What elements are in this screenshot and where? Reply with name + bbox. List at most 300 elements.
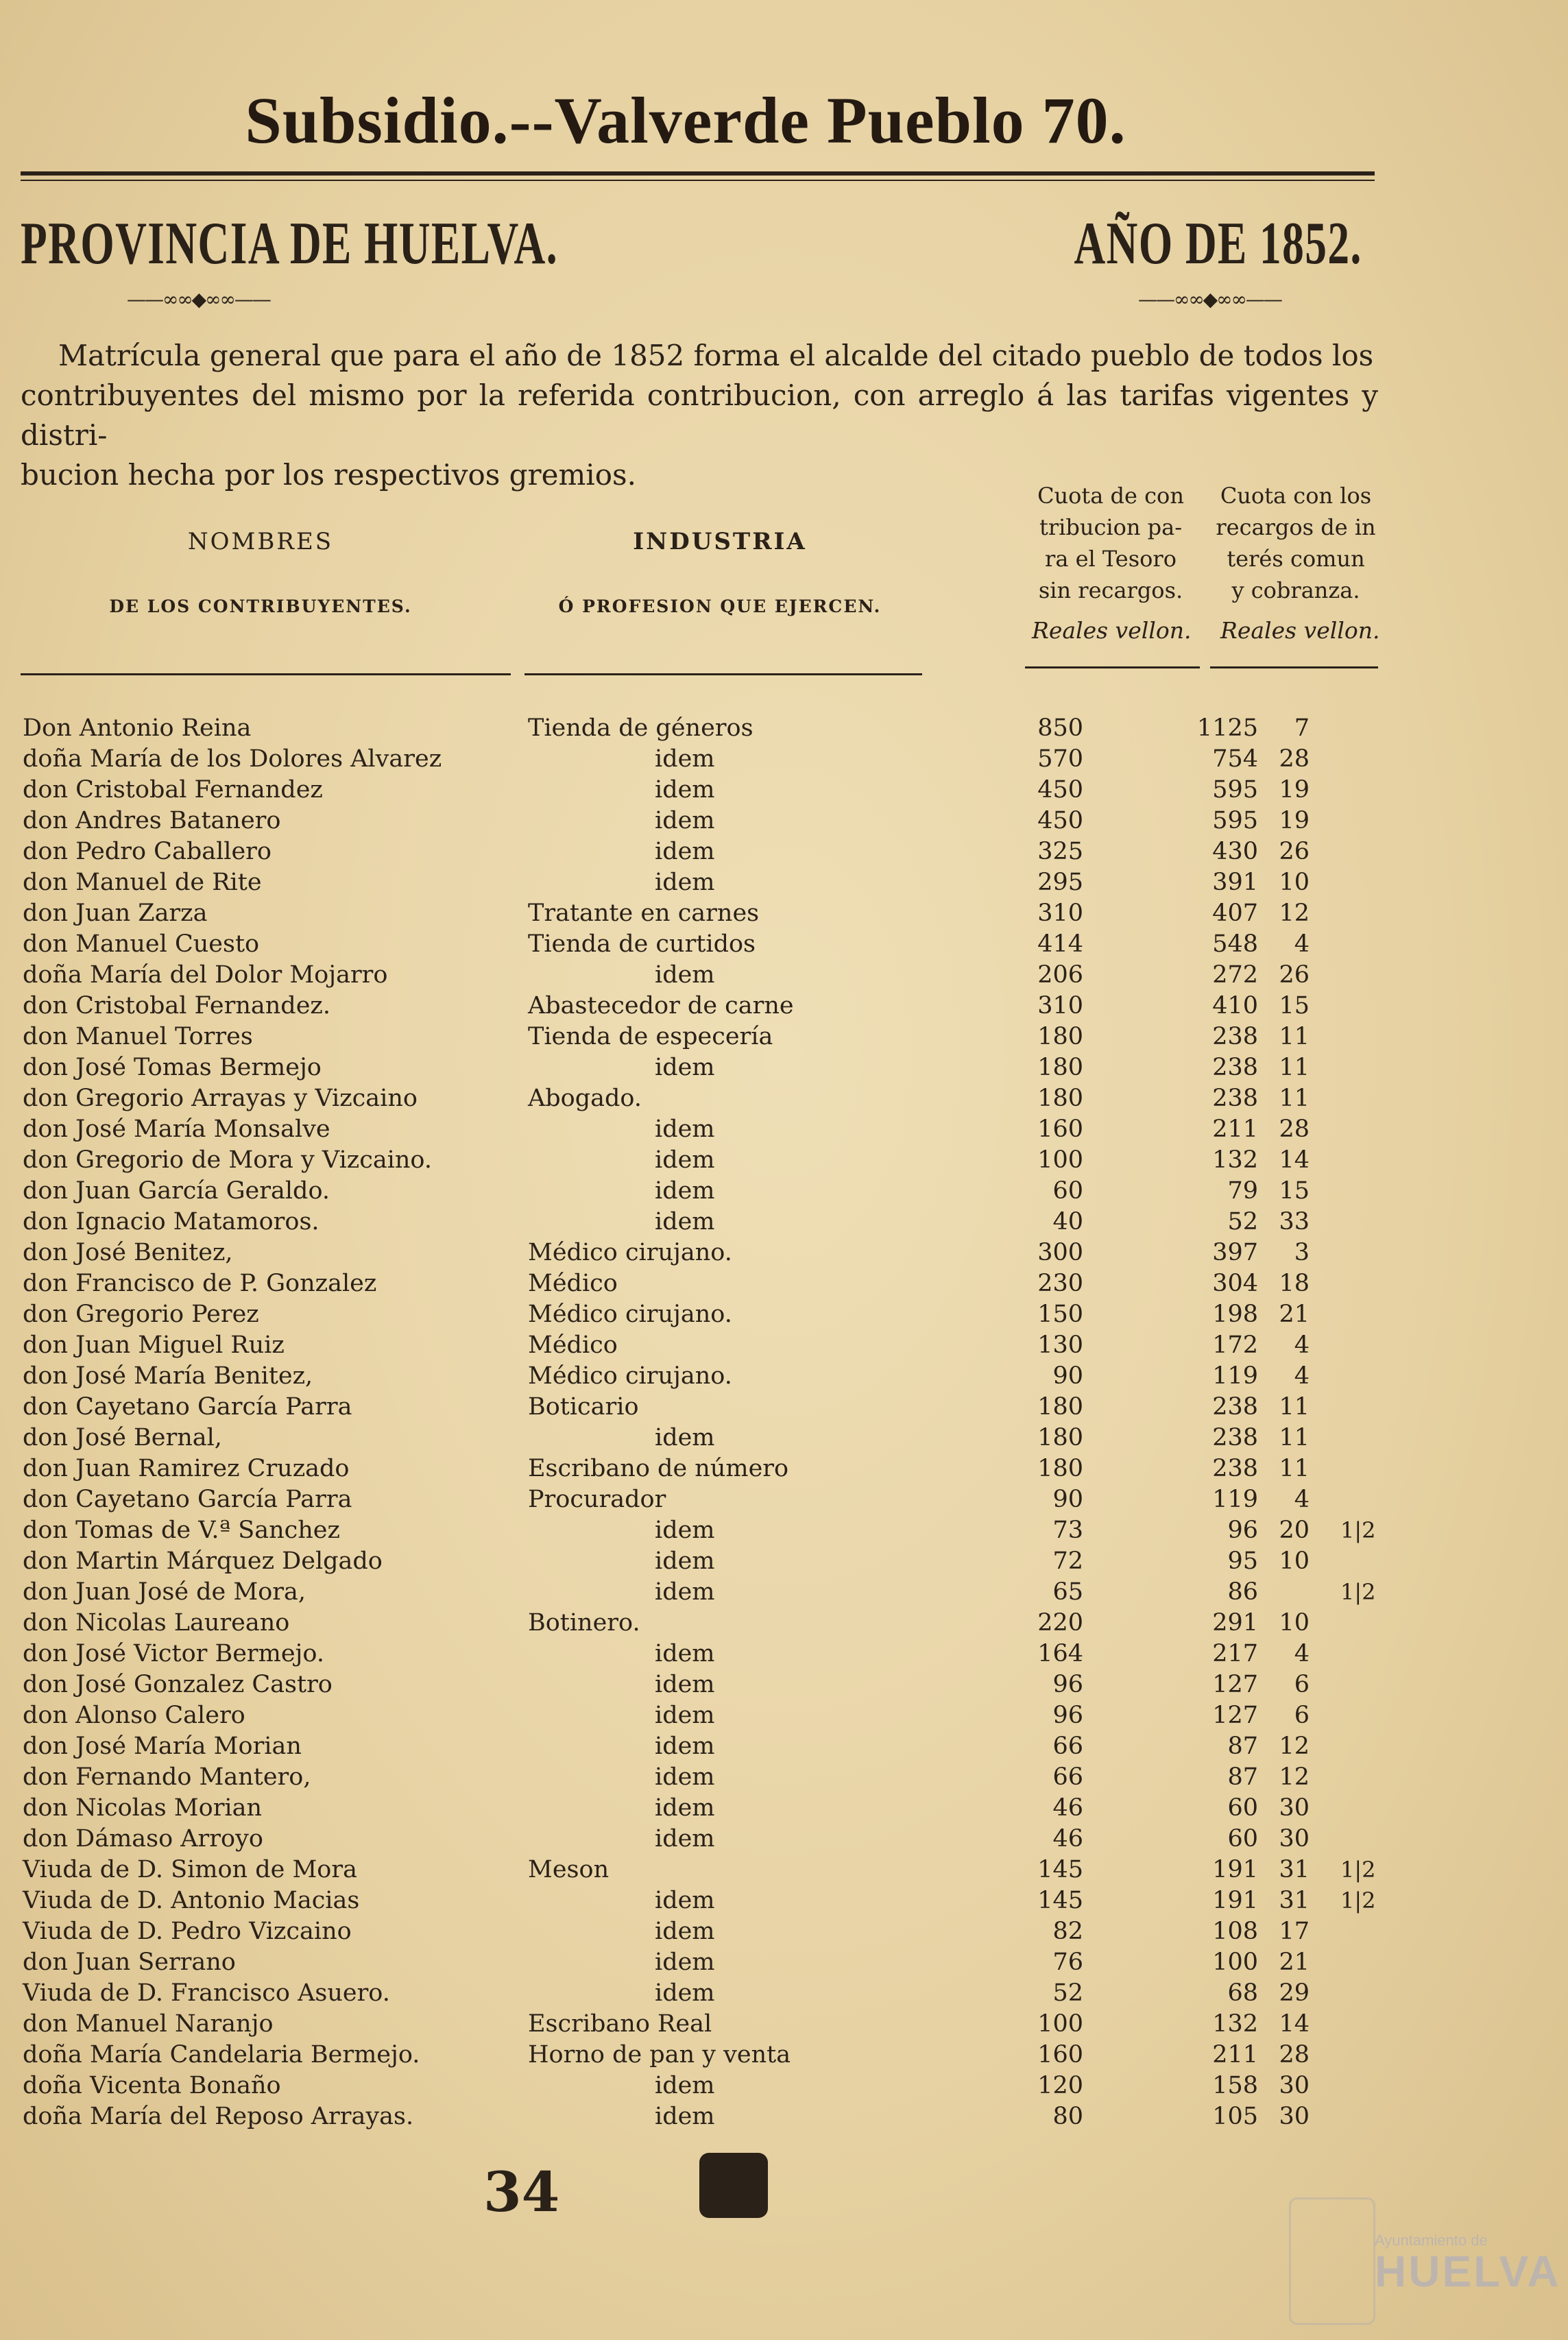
table-row xyxy=(0,2101,1568,2132)
total-quota: 191 xyxy=(1212,1887,1258,1914)
base-quota: 66 xyxy=(1052,1763,1083,1791)
names-column-header: NOMBRES xyxy=(187,528,334,555)
taxpayer-name: don Juan Ramirez Cruzado xyxy=(23,1455,350,1482)
surcharge-header-line: recargos de in xyxy=(1216,514,1376,540)
title-rule-thin xyxy=(21,180,1375,181)
industry: idem xyxy=(655,1702,715,1729)
industry: idem xyxy=(655,1054,715,1081)
total-cents: 11 xyxy=(1279,1085,1310,1112)
table-row xyxy=(0,2009,1568,2040)
table-row xyxy=(0,713,1568,744)
base-quota: 160 xyxy=(1037,1115,1083,1143)
base-quota: 295 xyxy=(1037,869,1083,896)
table-row xyxy=(0,991,1568,1022)
ink-stamp xyxy=(699,2153,768,2218)
total-cents: 31 xyxy=(1279,1887,1310,1914)
total-quota: 595 xyxy=(1212,776,1258,804)
taxpayer-name: don Cayetano García Parra xyxy=(23,1486,352,1513)
total-cents: 6 xyxy=(1294,1702,1310,1729)
industry: idem xyxy=(655,1733,715,1760)
total-cents: 28 xyxy=(1279,2041,1310,2068)
table-row xyxy=(0,1083,1568,1114)
base-quota: 450 xyxy=(1037,807,1083,834)
archive-watermark xyxy=(1375,2232,1561,2297)
taxpayer-name: don José Tomas Bermejo xyxy=(23,1054,322,1081)
total-cents: 17 xyxy=(1279,1918,1310,1945)
watermark-small-text: Ayuntamiento de xyxy=(1375,2232,1488,2249)
taxpayer-name: don Nicolas Morian xyxy=(23,1794,263,1822)
industry: idem xyxy=(655,1763,715,1791)
table-row xyxy=(0,1022,1568,1052)
taxpayer-name: don Juan Zarza xyxy=(23,900,208,927)
table-row xyxy=(0,1669,1568,1700)
total-quota: 158 xyxy=(1212,2072,1258,2099)
unit-label: Reales vellon. xyxy=(1032,617,1192,644)
industry: Médico xyxy=(528,1331,618,1359)
industry: idem xyxy=(655,1640,715,1667)
base-quota: 145 xyxy=(1037,1887,1083,1914)
taxpayer-name: don Juan García Geraldo. xyxy=(23,1177,330,1205)
total-quota: 127 xyxy=(1212,1671,1258,1698)
taxpayer-name: don José Bernal, xyxy=(23,1424,222,1451)
total-cents: 30 xyxy=(1279,2103,1310,2130)
taxpayer-name: Viuda de D. Pedro Vizcaino xyxy=(23,1918,352,1945)
total-quota: 754 xyxy=(1212,745,1258,773)
table-row xyxy=(0,1392,1568,1423)
total-quota: 397 xyxy=(1212,1239,1258,1266)
taxpayer-name: don Manuel de Rite xyxy=(23,869,262,896)
base-quota: 130 xyxy=(1037,1331,1083,1359)
total-cents: 28 xyxy=(1279,1115,1310,1143)
total-cents: 30 xyxy=(1279,1794,1310,1822)
table-row xyxy=(0,1762,1568,1793)
ornament-right: ——∞∞◆∞∞—— xyxy=(1138,288,1281,311)
table-row xyxy=(0,1608,1568,1639)
quota-header-line: Cuota de con xyxy=(1037,483,1184,509)
intro-line: bucion hecha por los respectivos gremios. xyxy=(21,458,636,492)
table-row xyxy=(0,1052,1568,1083)
industry: idem xyxy=(655,1918,715,1945)
total-cents: 11 xyxy=(1279,1023,1310,1050)
total-quota: 95 xyxy=(1227,1547,1258,1575)
total-cents: 19 xyxy=(1279,776,1310,804)
total-cents: 6 xyxy=(1294,1671,1310,1698)
surcharge-header-line: terés comun xyxy=(1227,546,1365,572)
industry: idem xyxy=(655,1424,715,1451)
half-mark: 1|2 xyxy=(1340,1579,1376,1605)
total-quota: 100 xyxy=(1212,1949,1258,1976)
industry: idem xyxy=(655,745,715,773)
total-quota: 211 xyxy=(1212,2041,1258,2068)
total-cents: 10 xyxy=(1279,869,1310,896)
table-row xyxy=(0,1546,1568,1577)
industry: Boticario xyxy=(528,1393,639,1421)
total-quota: 191 xyxy=(1212,1856,1258,1883)
base-quota: 100 xyxy=(1037,2010,1083,2038)
taxpayer-name: Don Antonio Reina xyxy=(23,714,252,742)
base-quota: 96 xyxy=(1052,1702,1083,1729)
total-quota: 238 xyxy=(1212,1085,1258,1112)
total-cents: 18 xyxy=(1279,1270,1310,1297)
taxpayer-name: don Andres Batanero xyxy=(23,807,281,834)
industry-column-header: INDUSTRIA xyxy=(633,528,807,555)
total-quota: 291 xyxy=(1212,1609,1258,1637)
total-cents: 10 xyxy=(1279,1547,1310,1575)
taxpayer-name: don José Benitez, xyxy=(23,1239,233,1266)
industry: Horno de pan y venta xyxy=(528,2041,791,2068)
total-cents: 15 xyxy=(1279,992,1310,1020)
table-row xyxy=(0,1114,1568,1145)
total-quota: 105 xyxy=(1212,2103,1258,2130)
total-quota: 60 xyxy=(1227,1794,1258,1822)
total-quota: 238 xyxy=(1212,1023,1258,1050)
watermark-big-text: HUELVA xyxy=(1375,2247,1561,2296)
base-quota: 850 xyxy=(1037,714,1083,742)
total-cents: 21 xyxy=(1279,1301,1310,1328)
total-cents: 30 xyxy=(1279,1825,1310,1853)
ornament-left: ——∞∞◆∞∞—— xyxy=(127,288,270,311)
total-quota: 238 xyxy=(1212,1393,1258,1421)
table-row xyxy=(0,867,1568,898)
industry: idem xyxy=(655,961,715,989)
table-row xyxy=(0,1299,1568,1330)
industry: idem xyxy=(655,1578,715,1606)
industry: idem xyxy=(655,2103,715,2130)
half-mark: 1|2 xyxy=(1340,1517,1376,1543)
taxpayer-name: don José Victor Bermejo. xyxy=(23,1640,324,1667)
total-cents: 11 xyxy=(1279,1393,1310,1421)
table-row xyxy=(0,1330,1568,1361)
total-quota: 304 xyxy=(1212,1270,1258,1297)
table-row xyxy=(0,1916,1568,1947)
base-quota: 180 xyxy=(1037,1023,1083,1050)
table-row xyxy=(0,1145,1568,1176)
table-row xyxy=(0,2040,1568,2071)
taxpayer-name: don José María Morian xyxy=(23,1733,302,1760)
table-row xyxy=(0,898,1568,929)
total-cents: 7 xyxy=(1294,714,1310,742)
industry: Tienda de géneros xyxy=(528,714,753,742)
table-row xyxy=(0,1639,1568,1669)
table-row xyxy=(0,1885,1568,1916)
total-cents: 12 xyxy=(1279,1763,1310,1791)
base-quota: 66 xyxy=(1052,1733,1083,1760)
taxpayer-name: doña María del Dolor Mojarro xyxy=(23,961,388,989)
half-mark: 1|2 xyxy=(1340,1857,1376,1883)
table-row xyxy=(0,1824,1568,1855)
column-rule xyxy=(1025,666,1200,668)
table-row xyxy=(0,1855,1568,1885)
industry: idem xyxy=(655,1794,715,1822)
taxpayer-name: doña María del Reposo Arrayas. xyxy=(23,2103,414,2130)
taxpayer-name: don Tomas de V.ª Sanchez xyxy=(23,1517,340,1544)
total-cents: 20 xyxy=(1279,1517,1310,1544)
base-quota: 90 xyxy=(1052,1486,1083,1513)
taxpayer-name: don Juan José de Mora, xyxy=(23,1578,306,1606)
table-row xyxy=(0,1361,1568,1392)
intro-line: Matrícula general que para el año de 1852 forma el alcalde del citado pueblo de todos los xyxy=(58,339,1374,372)
industry: Médico cirujano. xyxy=(528,1362,732,1390)
industry: Meson xyxy=(528,1856,610,1883)
taxpayer-name: don Manuel Naranjo xyxy=(23,2010,274,2038)
quota-header-line: sin recargos. xyxy=(1038,577,1183,603)
table-row xyxy=(0,1176,1568,1207)
base-quota: 450 xyxy=(1037,776,1083,804)
table-row xyxy=(0,1268,1568,1299)
base-quota: 414 xyxy=(1037,930,1083,958)
total-cents: 4 xyxy=(1294,1362,1310,1390)
industry: idem xyxy=(655,1825,715,1853)
table-row xyxy=(0,1700,1568,1731)
table-row xyxy=(0,1207,1568,1238)
total-cents: 12 xyxy=(1279,1733,1310,1760)
table-row xyxy=(0,1947,1568,1978)
taxpayer-name: don Francisco de P. Gonzalez xyxy=(23,1270,377,1297)
table-row xyxy=(0,744,1568,775)
base-quota: 180 xyxy=(1037,1424,1083,1451)
base-quota: 160 xyxy=(1037,2041,1083,2068)
industry: idem xyxy=(655,1177,715,1205)
total-quota: 198 xyxy=(1212,1301,1258,1328)
total-quota: 108 xyxy=(1212,1918,1258,1945)
total-quota: 68 xyxy=(1227,1979,1258,2007)
table-row xyxy=(0,929,1568,960)
names-column-subheader: DE LOS CONTRIBUYENTES. xyxy=(109,596,412,616)
industry: idem xyxy=(655,1146,715,1174)
taxpayer-name: don Ignacio Matamoros. xyxy=(23,1208,319,1235)
base-quota: 72 xyxy=(1052,1547,1083,1575)
taxpayer-name: don Juan Serrano xyxy=(23,1949,236,1976)
total-cents: 26 xyxy=(1279,961,1310,989)
base-quota: 80 xyxy=(1052,2103,1083,2130)
column-rule xyxy=(21,673,511,675)
table-row xyxy=(0,1484,1568,1515)
total-quota: 430 xyxy=(1212,838,1258,865)
industry: Tratante en carnes xyxy=(528,900,760,927)
table-row xyxy=(0,1577,1568,1608)
total-quota: 238 xyxy=(1212,1424,1258,1451)
industry: idem xyxy=(655,1115,715,1143)
base-quota: 300 xyxy=(1037,1239,1083,1266)
base-quota: 100 xyxy=(1037,1146,1083,1174)
total-cents: 21 xyxy=(1279,1949,1310,1976)
taxpayer-name: Viuda de D. Antonio Macias xyxy=(23,1887,360,1914)
taxpayer-name: don Cayetano García Parra xyxy=(23,1393,352,1421)
industry: Abastecedor de carne xyxy=(528,992,794,1020)
total-cents: 11 xyxy=(1279,1455,1310,1482)
intro-line: contribuyentes del mismo por la referida contribucion, con arreglo á las tarifas vigentes y distri- xyxy=(21,378,1378,452)
quota-header-line: tribucion pa- xyxy=(1039,514,1183,540)
surcharge-column-header xyxy=(1210,480,1382,606)
total-quota: 217 xyxy=(1212,1640,1258,1667)
base-quota: 220 xyxy=(1037,1609,1083,1637)
total-quota: 119 xyxy=(1212,1486,1258,1513)
total-cents: 10 xyxy=(1279,1609,1310,1637)
total-quota: 87 xyxy=(1227,1763,1258,1791)
total-quota: 172 xyxy=(1212,1331,1258,1359)
base-quota: 180 xyxy=(1037,1393,1083,1421)
total-cents: 11 xyxy=(1279,1424,1310,1451)
taxpayer-name: don Juan Miguel Ruiz xyxy=(23,1331,285,1359)
industry: Procurador xyxy=(528,1486,666,1513)
taxpayer-name: don Nicolas Laureano xyxy=(23,1609,290,1637)
base-quota: 570 xyxy=(1037,745,1083,773)
base-quota: 180 xyxy=(1037,1054,1083,1081)
total-quota: 132 xyxy=(1212,2010,1258,2038)
base-quota: 325 xyxy=(1037,838,1083,865)
industry: idem xyxy=(655,807,715,834)
taxpayer-name: don Martin Márquez Delgado xyxy=(23,1547,383,1575)
table-row xyxy=(0,1238,1568,1268)
total-cents: 4 xyxy=(1294,1640,1310,1667)
quota-header-line: ra el Tesoro xyxy=(1045,546,1177,572)
coat-of-arms-icon xyxy=(1289,2197,1375,2325)
taxpayer-name: don Dámaso Arroyo xyxy=(23,1825,263,1853)
taxpayer-name: doña Vicenta Bonaño xyxy=(23,2072,281,2099)
base-quota: 145 xyxy=(1037,1856,1083,1883)
total-quota: 86 xyxy=(1227,1578,1258,1606)
industry: idem xyxy=(655,838,715,865)
taxpayer-name: don Cristobal Fernandez xyxy=(23,776,323,804)
taxpayer-name: don José María Benitez, xyxy=(23,1362,313,1390)
base-quota: 180 xyxy=(1037,1455,1083,1482)
taxpayer-name: don Gregorio Perez xyxy=(23,1301,259,1328)
total-cents: 4 xyxy=(1294,1486,1310,1513)
base-quota: 65 xyxy=(1052,1578,1083,1606)
industry: Médico cirujano. xyxy=(528,1239,732,1266)
total-cents: 26 xyxy=(1279,838,1310,865)
total-cents: 14 xyxy=(1279,1146,1310,1174)
table-row xyxy=(0,1423,1568,1454)
taxpayer-name: don Cristobal Fernandez. xyxy=(23,992,330,1020)
taxpayer-name: don Gregorio de Mora y Vizcaino. xyxy=(23,1146,432,1174)
taxpayer-name: don Fernando Mantero, xyxy=(23,1763,311,1791)
total-quota: 60 xyxy=(1227,1825,1258,1853)
taxpayer-name: don Pedro Caballero xyxy=(23,838,272,865)
total-quota: 96 xyxy=(1227,1517,1258,1544)
total-cents: 15 xyxy=(1279,1177,1310,1205)
page-number: 34 xyxy=(483,2160,560,2224)
industry: Abogado. xyxy=(528,1085,642,1112)
total-cents: 12 xyxy=(1279,900,1310,927)
industry: idem xyxy=(655,1949,715,1976)
total-quota: 238 xyxy=(1212,1054,1258,1081)
total-cents: 30 xyxy=(1279,2072,1310,2099)
industry: Médico xyxy=(528,1270,618,1297)
total-cents: 14 xyxy=(1279,2010,1310,2038)
taxpayer-name: don Manuel Cuesto xyxy=(23,930,260,958)
table-row xyxy=(0,1731,1568,1762)
base-quota: 76 xyxy=(1052,1949,1083,1976)
total-quota: 595 xyxy=(1212,807,1258,834)
base-quota: 120 xyxy=(1037,2072,1083,2099)
industry: Botinero. xyxy=(528,1609,640,1637)
base-quota: 40 xyxy=(1052,1208,1083,1235)
total-quota: 548 xyxy=(1212,930,1258,958)
intro-paragraph xyxy=(21,336,1378,495)
title-rule xyxy=(21,171,1375,176)
table-row xyxy=(0,1454,1568,1484)
table-row xyxy=(0,960,1568,991)
table-row xyxy=(0,2071,1568,2101)
base-quota: 230 xyxy=(1037,1270,1083,1297)
total-cents: 11 xyxy=(1279,1054,1310,1081)
total-quota: 127 xyxy=(1212,1702,1258,1729)
total-cents: 29 xyxy=(1279,1979,1310,2007)
base-quota: 46 xyxy=(1052,1794,1083,1822)
table-row xyxy=(0,806,1568,836)
taxpayer-name: don José Gonzalez Castro xyxy=(23,1671,333,1698)
industry: idem xyxy=(655,1887,715,1914)
half-mark: 1|2 xyxy=(1340,1887,1376,1914)
taxpayer-name: doña María de los Dolores Alvarez xyxy=(23,745,442,773)
taxpayer-name: don Gregorio Arrayas y Vizcaino xyxy=(23,1085,418,1112)
total-quota: 407 xyxy=(1212,900,1258,927)
total-quota: 119 xyxy=(1212,1362,1258,1390)
base-quota: 82 xyxy=(1052,1918,1083,1945)
table-row xyxy=(0,836,1568,867)
base-quota: 310 xyxy=(1037,992,1083,1020)
table-row xyxy=(0,775,1568,806)
total-quota: 391 xyxy=(1212,869,1258,896)
surcharge-header-line: y cobranza. xyxy=(1231,577,1360,603)
industry: Escribano de número xyxy=(528,1455,789,1482)
total-quota: 1125 xyxy=(1196,714,1258,742)
surcharge-header-line: Cuota con los xyxy=(1220,483,1372,509)
total-cents: 4 xyxy=(1294,1331,1310,1359)
total-quota: 238 xyxy=(1212,1455,1258,1482)
taxpayer-name: Viuda de D. Francisco Asuero. xyxy=(23,1979,390,2007)
total-quota: 52 xyxy=(1227,1208,1258,1235)
base-quota: 46 xyxy=(1052,1825,1083,1853)
total-quota: 211 xyxy=(1212,1115,1258,1143)
base-quota: 310 xyxy=(1037,900,1083,927)
total-quota: 132 xyxy=(1212,1146,1258,1174)
taxpayer-name: Viuda de D. Simon de Mora xyxy=(23,1856,357,1883)
unit-label: Reales vellon. xyxy=(1220,617,1380,644)
taxpayer-name: doña María Candelaria Bermejo. xyxy=(23,2041,420,2068)
base-quota: 150 xyxy=(1037,1301,1083,1328)
base-quota: 164 xyxy=(1037,1640,1083,1667)
industry: Escribano Real xyxy=(528,2010,712,2038)
total-cents: 4 xyxy=(1294,930,1310,958)
industry: idem xyxy=(655,776,715,804)
base-quota: 96 xyxy=(1052,1671,1083,1698)
total-cents: 3 xyxy=(1294,1239,1310,1266)
taxpayer-table xyxy=(0,713,1568,2132)
province-heading: PROVINCIA DE HUELVA. xyxy=(21,210,559,277)
column-rule xyxy=(524,673,922,675)
industry: idem xyxy=(655,1671,715,1698)
industry-column-subheader: Ó PROFESION QUE EJERCEN. xyxy=(558,596,882,616)
industry: idem xyxy=(655,2072,715,2099)
industry: idem xyxy=(655,1979,715,2007)
quota-column-header xyxy=(1025,480,1196,606)
industry: idem xyxy=(655,869,715,896)
taxpayer-name: don Manuel Torres xyxy=(23,1023,253,1050)
total-cents: 31 xyxy=(1279,1856,1310,1883)
industry: Tienda de curtidos xyxy=(528,930,756,958)
industry: Tienda de especería xyxy=(528,1023,773,1050)
base-quota: 73 xyxy=(1052,1517,1083,1544)
base-quota: 90 xyxy=(1052,1362,1083,1390)
base-quota: 206 xyxy=(1037,961,1083,989)
table-row xyxy=(0,1978,1568,2009)
total-quota: 410 xyxy=(1212,992,1258,1020)
total-quota: 79 xyxy=(1227,1177,1258,1205)
base-quota: 180 xyxy=(1037,1085,1083,1112)
base-quota: 52 xyxy=(1052,1979,1083,2007)
